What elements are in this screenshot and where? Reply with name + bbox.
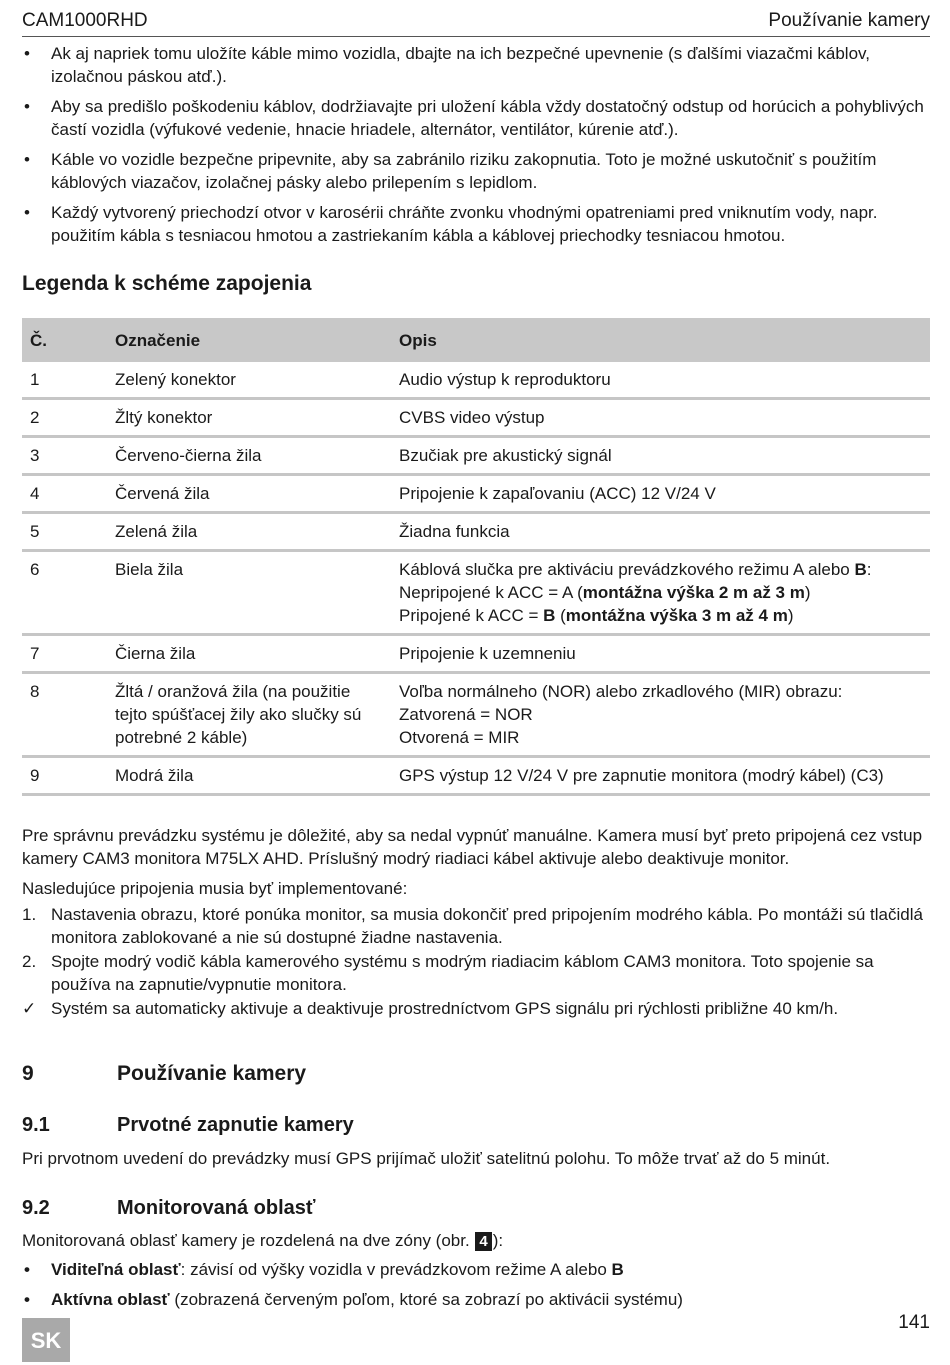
paragraph-first-start: Pri prvotnom uvedení do prevádzky musí GPS prijímač uložiť satelitnú polohu. To môže trvať až do 5 minút. <box>22 1149 831 1168</box>
list-item: • Viditeľná oblasť: závisí od výšky vozidla v prevádzkovom režime A alebo B <box>24 1260 624 1279</box>
chapter-title: Používanie kamery <box>768 10 930 31</box>
bullet-icon: • <box>24 44 30 63</box>
list-item: 2. Spojte modrý vodič kábla kamerového systému s modrým riadiacim káblom CAM3 monitora. Toto spojenie sa používa na zapnutie/vypnutie monitora. <box>22 952 874 994</box>
table-row: 9 Modrá žila GPS výstup 12 V/24 V pre zapnutie monitora (modrý kábel) (C3) <box>22 757 930 795</box>
paragraph-system-operation: Pre správnu prevádzku systému je dôležité, aby sa nedal vypnúť manuálne. Kamera musí byť preto pripojená cez vstup kamery CAM3 monitora M75LX AHD. Príslušný modrý riadiaci kábel aktivuje alebo deaktivuje monitor. <box>22 826 923 868</box>
row6-description: Káblová slučka pre aktiváciu prevádzkového režimu A alebo B: Nepripojené k ACC = A (montážna výška 2 m až 3 m) Pripojené k ACC = B (montážna výška 3 m až 4 m) <box>391 551 930 635</box>
list-item: • Ak aj napriek tomu uložíte káble mimo vozidla, dbajte na ich bezpečné upevnenie (s ďalšími viazačmi káblov, izolačnou páskou atď.). <box>24 44 870 86</box>
list-item: • Aby sa predišlo poškodeniu káblov, dodržiavajte pri uložení kábla vždy dostatočný odstup od horúcich a pohyblivých častí vozidla (výfukové vedenie, hnacie hriadele, alternátor, ventilátor, kúrenie atď.). <box>24 97 924 139</box>
bullet-icon: • <box>24 203 30 222</box>
section-heading-9-1: 9.1 Prvotné zapnutie kamery <box>22 1114 354 1136</box>
bullet-icon: • <box>24 1260 30 1279</box>
list-item: 1. Nastavenia obrazu, ktoré ponúka monitor, sa musia dokončiť pred pripojením modrého kábla. Po montáži sú tlačidlá monitora zablokované a nie sú dostupné žiadne nastavenia. <box>22 905 923 947</box>
paragraph-monitored-area: Monitorovaná oblasť kamery je rozdelená na dve zóny (obr. 4 ): <box>22 1231 504 1250</box>
list-item: • Aktívna oblasť (zobrazená červeným poľom, ktoré sa zobrazí po aktivácii systému) <box>24 1290 683 1309</box>
checkmark-icon: ✓ <box>22 999 37 1018</box>
section-heading-9-2: 9.2 Monitorovaná oblasť <box>22 1197 316 1219</box>
steps-list <box>22 903 930 1021</box>
page-header <box>22 6 930 37</box>
row8-description: Voľba normálneho (NOR) alebo zrkadlového (MIR) obrazu: Zatvorená = NOR Otvorená = MIR <box>391 673 930 757</box>
figure-reference: 4 <box>475 1232 491 1251</box>
column-header-desc: Opis <box>391 318 930 362</box>
column-header-no: Č. <box>22 318 107 362</box>
paragraph-connections-intro: Nasledujúce pripojenia musia byť implementované: <box>22 879 408 898</box>
table-row: 1 Zelený konektor Audio výstup k reproduktoru <box>22 362 930 399</box>
table-row: 7 Čierna žila Pripojenie k uzemneniu <box>22 635 930 673</box>
table-header-row <box>22 318 930 362</box>
legend-heading: Legenda k schéme zapojenia <box>22 272 312 295</box>
wiring-legend-table <box>22 318 930 796</box>
table-row: 6 Biela žila Káblová slučka pre aktiváciu prevádzkového režimu A alebo B: Nepripojené k ACC = A (montážna výška 2 m až 3 m) Pripojené k ACC = B (montážna výška 3 m až 4 m) <box>22 551 930 635</box>
table-row: 5 Zelená žila Žiadna funkcia <box>22 513 930 551</box>
table-row: 3 Červeno-čierna žila Bzučiak pre akustický signál <box>22 437 930 475</box>
language-badge: SK <box>22 1318 70 1362</box>
column-header-name: Označenie <box>107 318 391 362</box>
list-item: ✓ Systém sa automaticky aktivuje a deaktivuje prostredníctvom GPS signálu pri rýchlosti približne 40 km/h. <box>22 999 839 1018</box>
list-item: • Každý vytvorený priechodzí otvor v karosérii chráňte zvonku vhodnými opatreniami pred vniknutím vody, napr. použitím kábla s tesniacou hmotou a zastriekaním kábla a káblovej priechodky tesniacou hmotou. <box>24 203 878 245</box>
bullet-icon: • <box>24 1290 30 1309</box>
page-number: 141 <box>898 1312 930 1333</box>
table-row: 2 Žltý konektor CVBS video výstup <box>22 399 930 437</box>
bullet-icon: • <box>24 150 30 169</box>
area-bullet-list <box>22 1258 930 1318</box>
section-heading-9: 9 Používanie kamery <box>22 1062 307 1085</box>
table-row: 4 Červená žila Pripojenie k zapaľovaniu (ACC) 12 V/24 V <box>22 475 930 513</box>
bullet-icon: • <box>24 97 30 116</box>
product-code: CAM1000RHD <box>22 10 148 31</box>
list-item: • Káble vo vozidle bezpečne pripevnite, aby sa zabránilo riziku zakopnutia. Toto je možné uskutočniť s použitím káblových viazačov, izolačnej pásky alebo prilepením s lepidlom. <box>24 150 877 192</box>
intro-bullet-list <box>22 42 930 254</box>
table-row: 8 Žltá / oranžová žila (na použitie tejto spúšťacej žily ako slučky sú potrebné 2 káble) Voľba normálneho (NOR) alebo zrkadlového (MIR) obrazu: Zatvorená = NOR Otvorená = MIR <box>22 673 930 757</box>
